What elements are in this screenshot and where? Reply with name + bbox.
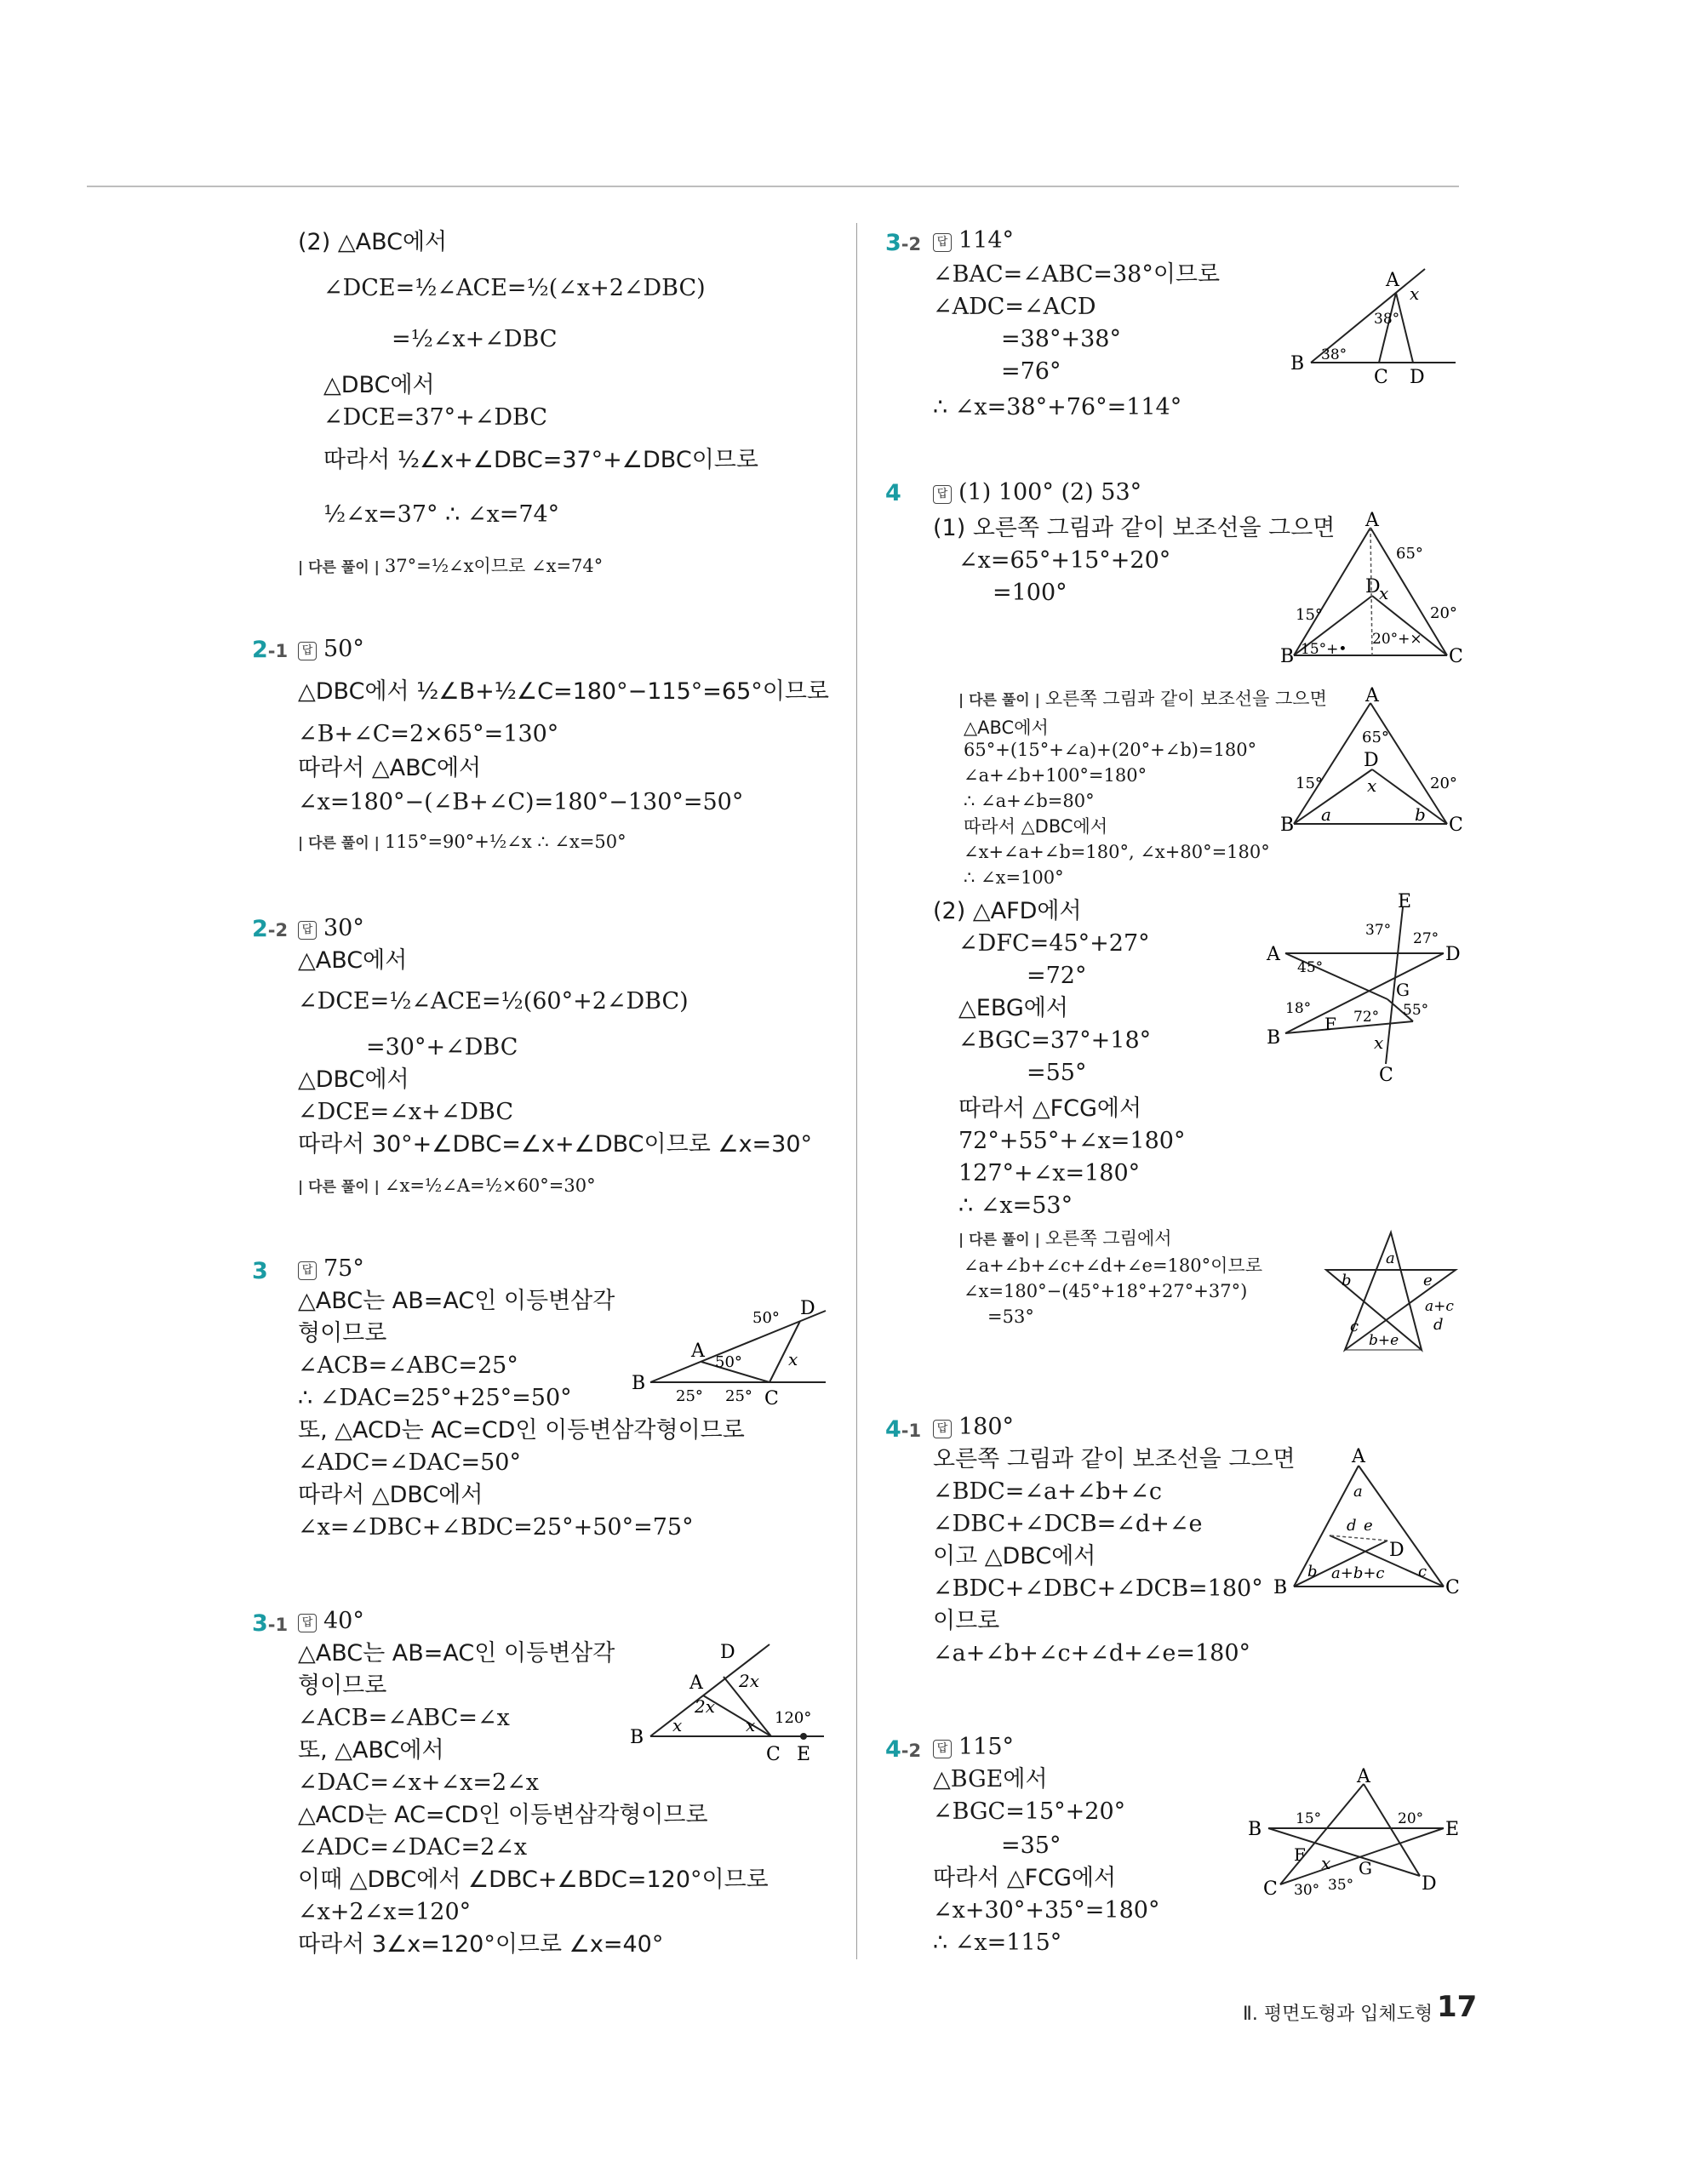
svg-text:x: x [1379, 583, 1389, 603]
q22-line: =30°+∠DBC [366, 1034, 518, 1061]
q4-line: (1) 오른쪽 그림과 같이 보조선을 그으면 [933, 515, 1336, 541]
svg-text:D: D [1364, 750, 1379, 771]
svg-text:30°: 30° [1294, 1882, 1320, 1899]
svg-text:38°: 38° [1374, 311, 1400, 328]
problem-number: 3-1 [252, 1610, 289, 1637]
q4-line: 따라서 △FCG에서 [958, 1095, 1142, 1122]
svg-text:e: e [1423, 1272, 1433, 1289]
top-rule [87, 186, 1459, 187]
q4-alt-line: ∴ ∠a+∠b=80° [964, 791, 1095, 811]
answer-line: 답 75° [298, 1255, 364, 1284]
svg-text:A: A [689, 1672, 703, 1694]
svg-text:e: e [1364, 1517, 1373, 1535]
label-C: C [764, 1388, 779, 1409]
svg-text:x: x [1410, 283, 1420, 304]
figure-q4-2 [1260, 891, 1464, 1086]
svg-text:65°: 65° [1362, 729, 1389, 746]
svg-text:a+c: a+c [1425, 1298, 1454, 1315]
q4-line: 127°+∠x=180° [958, 1160, 1141, 1186]
figure-q4-1 [1277, 511, 1464, 672]
svg-text:20°: 20° [1398, 1810, 1424, 1827]
q42-line: 따라서 △FCG에서 [933, 1865, 1117, 1891]
svg-text:C: C [1449, 815, 1463, 836]
q41-line: ∠BDC+∠DBC+∠DCB=180° [933, 1575, 1263, 1602]
svg-text:F: F [1294, 1844, 1306, 1865]
problem-number: 4-2 [885, 1736, 922, 1763]
svg-text:72°: 72° [1353, 1009, 1380, 1026]
svg-text:B: B [1290, 353, 1305, 374]
p2-line: △DBC에서 [323, 372, 435, 398]
q31-line: 따라서 3∠x=120°이므로 ∠x=40° [298, 1931, 664, 1958]
svg-text:18°: 18° [1285, 1000, 1312, 1017]
svg-text:120°: 120° [775, 1709, 812, 1727]
svg-text:B: B [1267, 1027, 1281, 1049]
svg-text:C: C [1449, 646, 1463, 667]
q22-line: △DBC에서 [298, 1066, 409, 1093]
svg-text:D: D [1410, 367, 1425, 388]
q32-line: ∠BAC=∠ABC=38°이므로 [933, 261, 1221, 288]
q4-line: ∴ ∠x=53° [958, 1192, 1073, 1219]
figure-q4-alt [1277, 685, 1464, 841]
p2-line: ½∠x=37° ∴ ∠x=74° [323, 501, 560, 528]
q4-line: =72° [1027, 963, 1087, 989]
q4-alt-line: ∴ ∠x=100° [964, 867, 1064, 888]
q3-line: 형이므로 [298, 1320, 387, 1346]
q31-line: ∠ACB=∠ABC=∠x [298, 1705, 510, 1731]
q3-line: ∠ACB=∠ABC=25° [298, 1352, 518, 1379]
svg-text:C: C [1263, 1878, 1278, 1900]
svg-text:15°: 15° [1296, 775, 1323, 792]
svg-text:E: E [797, 1744, 811, 1765]
q41-line: 이므로 [933, 1608, 1000, 1634]
problem-number: 2-2 [252, 916, 289, 942]
svg-text:C: C [1374, 367, 1388, 388]
svg-text:C: C [1379, 1065, 1393, 1086]
svg-text:D: D [1422, 1873, 1437, 1895]
p2-line: ∠DCE=37°+∠DBC [323, 404, 548, 431]
q4-alt-line: 65°+(15°+∠a)+(20°+∠b)=180° [964, 740, 1257, 760]
q4-alt2-line: ∠a+∠b+∠c+∠d+∠e=180°이므로 [964, 1255, 1262, 1276]
svg-text:65°: 65° [1396, 545, 1423, 563]
q42-line: =35° [1001, 1832, 1061, 1859]
svg-text:c: c [1418, 1563, 1427, 1581]
q4-alt2-line: ∠x=180°−(45°+18°+27°+37°) [964, 1281, 1248, 1301]
section-title: Ⅱ. 평면도형과 입체도형 [1243, 2004, 1433, 2025]
svg-text:b: b [1342, 1272, 1352, 1289]
svg-text:x: x [746, 1715, 756, 1735]
svg-text:20°: 20° [1430, 604, 1457, 622]
problem-number: 3-2 [885, 230, 922, 256]
answer-value: 50° [323, 636, 364, 662]
q21-alt: | 다른 풀이 | 115°=90°+½∠x ∴ ∠x=50° [298, 832, 626, 852]
svg-text:d: d [1433, 1316, 1444, 1334]
q41-line: ∠BDC=∠a+∠b+∠c [933, 1478, 1163, 1505]
svg-text:A: A [1386, 270, 1399, 291]
q3-line: ∴ ∠DAC=25°+25°=50° [298, 1385, 572, 1411]
q22-line: △ABC에서 [298, 947, 408, 974]
answer-line: 답 30° [298, 914, 364, 943]
page-number: 17 [1437, 1990, 1478, 2024]
svg-text:38°: 38° [1321, 346, 1347, 363]
svg-text:x: x [1321, 1853, 1331, 1873]
q31-line: ∠DAC=∠x+∠x=2∠x [298, 1769, 540, 1796]
p2-line: 따라서 ½∠x+∠DBC=37°+∠DBC이므로 [323, 447, 758, 473]
q4-line: 72°+55°+∠x=180° [958, 1128, 1186, 1154]
angle-label: 50° [752, 1309, 780, 1327]
figure-q31 [630, 1634, 834, 1765]
figure-q41 [1268, 1442, 1464, 1604]
q4-line: ∠BGC=37°+18° [958, 1027, 1152, 1054]
svg-text:15°: 15° [1296, 1810, 1322, 1827]
figure-q32 [1285, 255, 1464, 388]
svg-text:B: B [1248, 1819, 1262, 1840]
q4-alt2-line: =53° [987, 1306, 1034, 1327]
q4-line: =55° [1027, 1060, 1087, 1086]
angle-label: 50° [715, 1353, 742, 1371]
svg-text:a+b+c: a+b+c [1331, 1564, 1385, 1582]
svg-text:c: c [1350, 1318, 1359, 1335]
svg-text:D: D [1389, 1540, 1405, 1561]
svg-text:A: A [1357, 1766, 1370, 1787]
svg-text:x: x [1374, 1032, 1384, 1053]
p2-line: =½∠x+∠DBC [392, 326, 558, 352]
label-x: x [788, 1349, 798, 1369]
q41-line: ∠DBC+∠DCB=∠d+∠e [933, 1511, 1203, 1537]
q31-line: ∠ADC=∠DAC=2∠x [298, 1834, 528, 1861]
svg-text:B: B [630, 1727, 644, 1748]
svg-text:D: D [1365, 576, 1381, 597]
svg-text:B: B [1280, 815, 1295, 836]
q42-line: ∠x+30°+35°=180° [933, 1897, 1160, 1924]
svg-text:b: b [1307, 1563, 1318, 1581]
q4-line: ∠DFC=45°+27° [958, 930, 1150, 957]
svg-text:B: B [1280, 646, 1295, 667]
svg-text:C: C [766, 1744, 781, 1765]
figure-q42 [1243, 1767, 1464, 1903]
q32-line: ∠ADC=∠ACD [933, 294, 1096, 320]
svg-text:x: x [672, 1715, 683, 1735]
svg-text:55°: 55° [1403, 1002, 1429, 1019]
q22-alt: | 다른 풀이 | ∠x=½∠A=½×60°=30° [298, 1175, 596, 1196]
svg-text:A: A [1267, 944, 1280, 965]
q31-line: 이때 △DBC에서 ∠DBC+∠BDC=120°이므로 [298, 1867, 769, 1893]
q22-line: ∠DCE=½∠ACE=½(60°+2∠DBC) [298, 988, 689, 1015]
svg-text:15°+•: 15°+• [1301, 641, 1347, 658]
q21-line: △DBC에서 ½∠B+½∠C=180°−115°=65°이므로 [298, 678, 829, 705]
svg-text:27°: 27° [1413, 930, 1439, 947]
svg-text:G: G [1359, 1858, 1372, 1878]
svg-text:20°: 20° [1430, 775, 1457, 792]
q4-line: (2) △AFD에서 [933, 898, 1082, 924]
q31-line: △ABC는 AB=AC인 이등변삼각 [298, 1640, 615, 1667]
q32-line: =38°+38° [1001, 326, 1121, 352]
label-A: A [691, 1341, 705, 1362]
svg-text:20°+×: 20°+× [1372, 631, 1422, 648]
q4-line: ∠x=65°+15°+20° [958, 547, 1171, 574]
q3-line: ∠ADC=∠DAC=50° [298, 1449, 521, 1476]
q32-line: ∴ ∠x=38°+76°=114° [933, 394, 1182, 420]
q4-alt-line: 따라서 △DBC에서 [964, 816, 1108, 837]
svg-text:D: D [720, 1642, 735, 1663]
answer-line [298, 635, 364, 664]
q42-line: △BGE에서 [933, 1766, 1048, 1792]
label-B: B [632, 1373, 646, 1394]
alt-text: 37°=½∠x이므로 ∠x=74° [384, 556, 604, 576]
svg-text:A: A [1365, 685, 1379, 706]
svg-text:37°: 37° [1365, 922, 1392, 939]
svg-text:35°: 35° [1328, 1877, 1354, 1894]
answer-line: 답 (1) 100° (2) 53° [933, 478, 1141, 507]
q21-line: 따라서 △ABC에서 [298, 755, 482, 781]
svg-text:b: b [1415, 804, 1426, 825]
q41-line: ∠a+∠b+∠c+∠d+∠e=180° [933, 1640, 1251, 1667]
q31-line: 형이므로 [298, 1672, 387, 1699]
q42-line: ∴ ∠x=115° [933, 1930, 1062, 1956]
q4-line: △EBG에서 [958, 995, 1068, 1021]
answer-badge: 답 [298, 642, 317, 660]
svg-text:2x: 2x [739, 1671, 760, 1691]
q4-alt-line: ∠a+∠b+100°=180° [964, 765, 1147, 786]
label-D: D [800, 1298, 815, 1319]
answer-line: 답 40° [298, 1607, 364, 1636]
q4-alt-head: | 다른 풀이 | 오른쪽 그림과 같이 보조선을 그으면 [958, 689, 1327, 709]
figure-q3 [630, 1277, 834, 1409]
svg-text:E: E [1445, 1819, 1460, 1840]
q4-line: =100° [993, 580, 1067, 606]
angle-label: 25° [725, 1387, 752, 1405]
p2-alt [298, 555, 603, 579]
q22-line: ∠DCE=∠x+∠DBC [298, 1099, 514, 1125]
svg-text:2x: 2x [695, 1696, 716, 1717]
p2-line: (2) △ABC에서 [298, 229, 448, 255]
column-divider [856, 223, 857, 1959]
q41-line: 이고 △DBC에서 [933, 1543, 1096, 1569]
alt-tag: | 다른 풀이 | [298, 559, 380, 576]
answer-line: 답 180° [933, 1413, 1014, 1442]
q4-alt-line: ∠x+∠a+∠b=180°, ∠x+80°=180° [964, 842, 1270, 862]
q22-line: 따라서 30°+∠DBC=∠x+∠DBC이므로 ∠x=30° [298, 1131, 813, 1158]
q3-line: 따라서 △DBC에서 [298, 1482, 483, 1508]
svg-text:b+e: b+e [1369, 1332, 1399, 1349]
q21-line: ∠x=180°−(∠B+∠C)=180°−130°=50° [298, 789, 744, 815]
problem-number: 3 [252, 1258, 268, 1284]
p2-line: ∠DCE=½∠ACE=½(∠x+2∠DBC) [323, 275, 706, 301]
svg-text:F: F [1324, 1014, 1336, 1034]
q4-alt-line: △ABC에서 [964, 718, 1049, 738]
q31-line: △ACD는 AC=CD인 이등변삼각형이므로 [298, 1802, 708, 1828]
q41-line: 오른쪽 그림과 같이 보조선을 그으면 [933, 1446, 1296, 1472]
angle-label: 25° [676, 1387, 703, 1405]
problem-number: 4-1 [885, 1416, 922, 1443]
q21-line: ∠B+∠C=2×65°=130° [298, 721, 559, 747]
svg-text:A: A [1352, 1446, 1365, 1467]
problem-number: 4 [885, 480, 901, 506]
svg-text:d: d [1347, 1517, 1357, 1535]
svg-text:a: a [1386, 1249, 1395, 1267]
svg-text:A: A [1365, 510, 1379, 531]
problem-number: 2-1 [252, 637, 289, 663]
q31-line: 또, △ABC에서 [298, 1737, 444, 1764]
answer-line: 답 115° [933, 1733, 1014, 1762]
svg-text:B: B [1273, 1577, 1288, 1598]
svg-text:a: a [1321, 804, 1331, 825]
answer-line: 답 114° [933, 226, 1014, 255]
q31-line: ∠x+2∠x=120° [298, 1899, 472, 1925]
svg-text:G: G [1396, 980, 1410, 1000]
q3-line: 또, △ACD는 AC=CD인 이등변삼각형이므로 [298, 1417, 745, 1444]
q42-line: ∠BGC=15°+20° [933, 1798, 1126, 1825]
svg-text:45°: 45° [1297, 959, 1324, 976]
figure-q4-star [1319, 1226, 1464, 1353]
svg-text:D: D [1445, 944, 1461, 965]
svg-text:15°: 15° [1296, 606, 1323, 624]
svg-text:E: E [1398, 891, 1412, 912]
q3-line: ∠x=∠DBC+∠BDC=25°+50°=75° [298, 1514, 694, 1541]
q3-line: △ABC는 AB=AC인 이등변삼각 [298, 1288, 615, 1314]
svg-text:x: x [1367, 775, 1377, 796]
q4-alt2-head: | 다른 풀이 | 오른쪽 그림에서 [958, 1228, 1172, 1249]
q32-line: =76° [1001, 358, 1061, 385]
svg-text:a: a [1353, 1483, 1363, 1501]
svg-text:C: C [1445, 1577, 1460, 1598]
